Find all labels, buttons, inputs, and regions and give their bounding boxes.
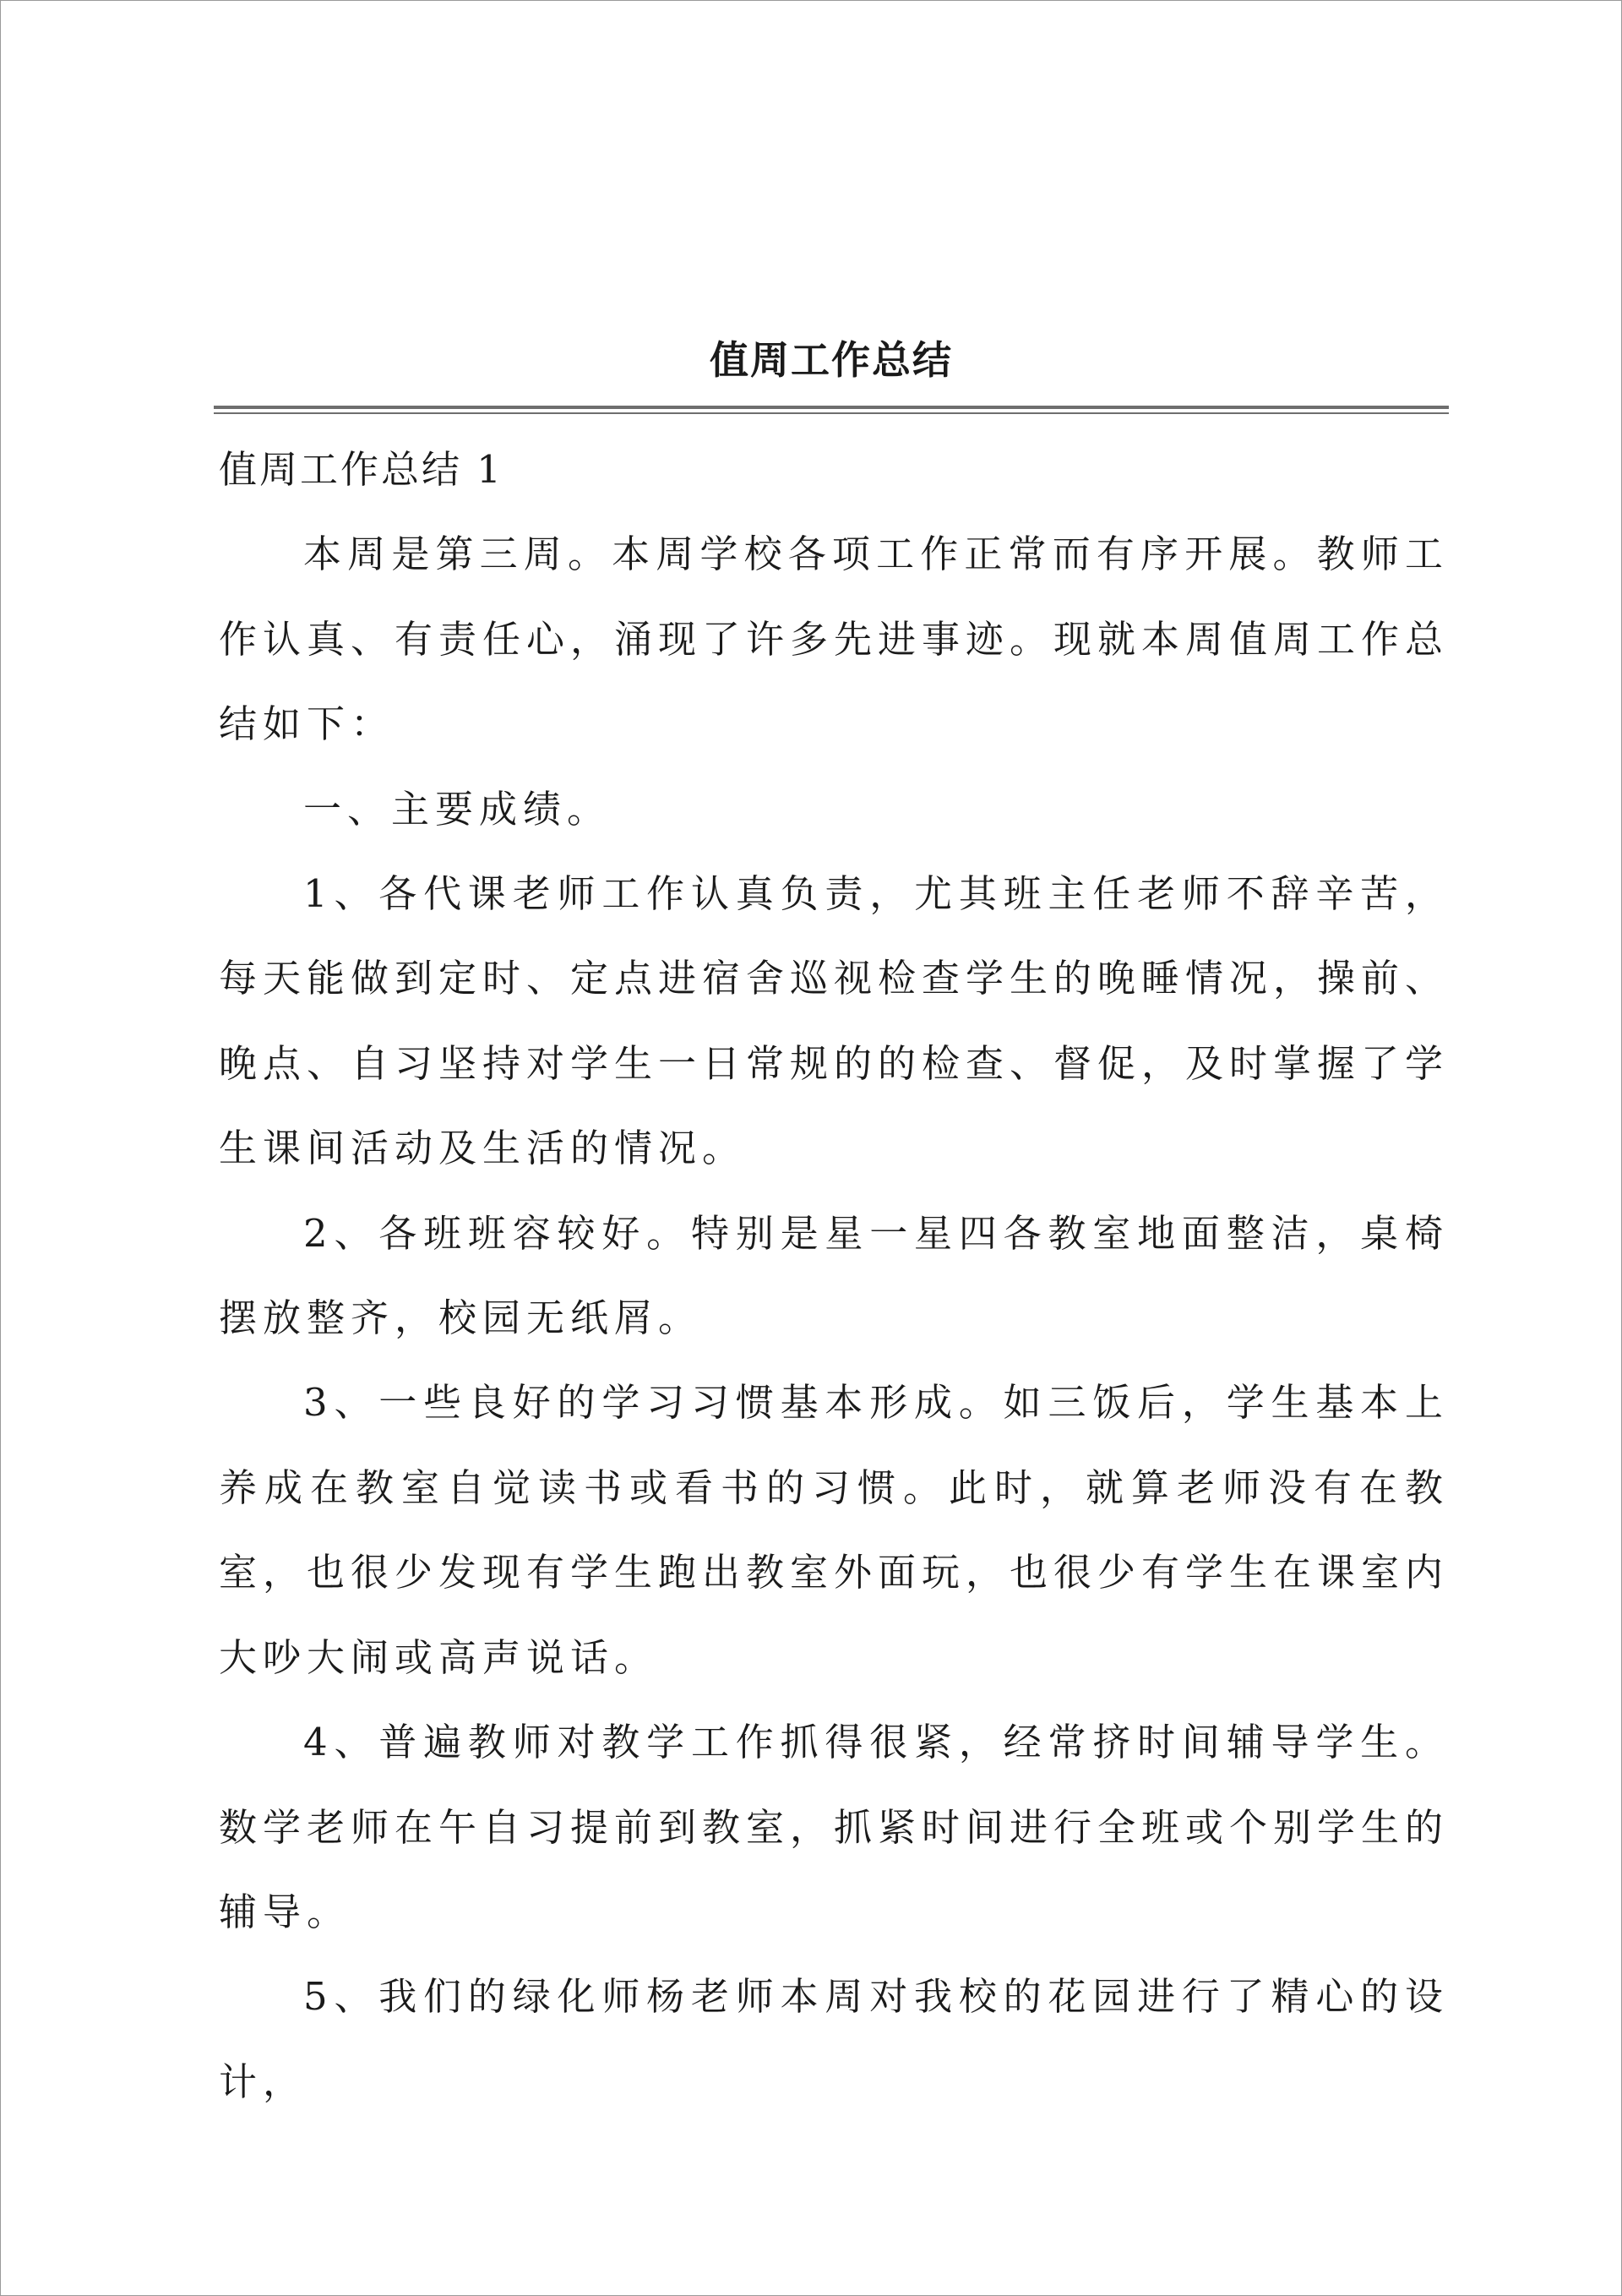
paragraph-item-2: 2、各班班容较好。特别是星一星四各教室地面整洁，桌椅摆放整齐，校园无纸屑。 xyxy=(219,1210,1449,1341)
paragraph-heading-achievements: 一、主要成绩。 xyxy=(303,786,612,832)
paragraph-item-4: 4、普遍教师对教学工作抓得很紧，经常挤时间辅导学生。数学老师在午自习提前到教室，抓紧时间进行全班或个别学生的辅导。 xyxy=(219,1720,1450,1934)
paragraph-item-3: 3、一些良好的学习习惯基本形成。如三饭后，学生基本上养成在教室自觉读书或看书的习惯。此时，就算老师没有在教室，也很少发现有学生跑出教室外面玩，也很少有学生在课室内大吵大闹或高声说话。 xyxy=(219,1380,1450,1680)
paragraph-item-5: 5、我们的绿化师杨老师本周对我校的花园进行了精心的设计， xyxy=(219,1974,1449,2104)
document-title: 值周工作总结 xyxy=(710,337,953,383)
paragraph-item-1: 1、各代课老师工作认真负责，尤其班主任老师不辞辛苦，每天能做到定时、定点进宿舍巡视检查学生的晚睡情况，操前、晚点、自习坚持对学生一日常规的的检查、督促，及时掌握了学生课间活动及生活的情况。 xyxy=(219,871,1450,1171)
document-body xyxy=(219,428,1449,2124)
title-divider-thin xyxy=(214,412,1449,414)
paragraph-intro: 本周是第三周。本周学校各项工作正常而有序开展。教师工作认真、有责任心，涌现了许多先进事迹。现就本周值周工作总结如下： xyxy=(219,532,1450,747)
title-divider-thick xyxy=(214,406,1449,409)
section-heading: 值周工作总结 1 xyxy=(219,447,503,492)
